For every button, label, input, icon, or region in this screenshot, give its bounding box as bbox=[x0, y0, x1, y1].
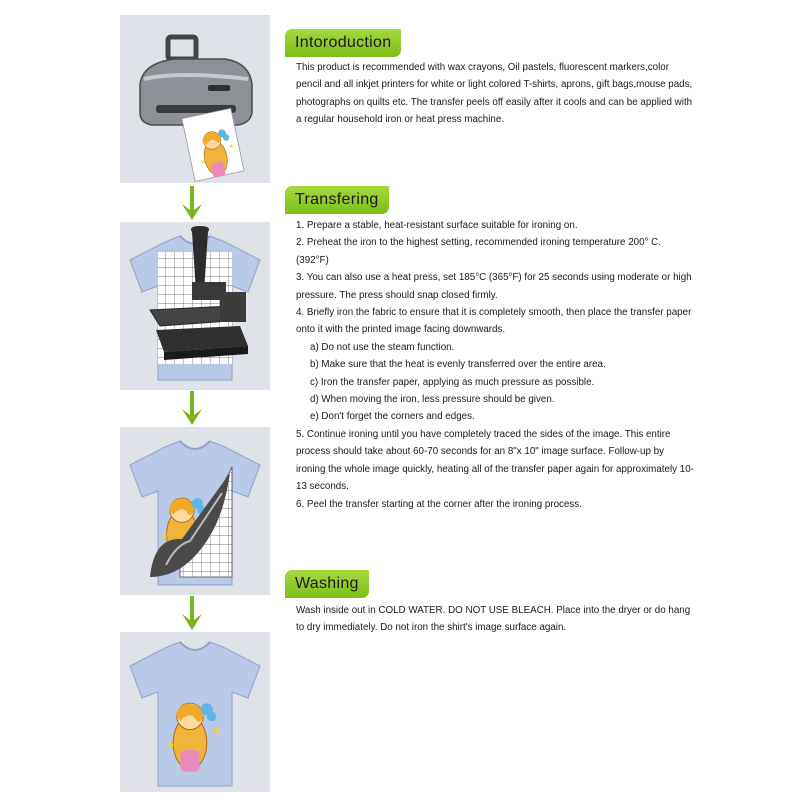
transfer-steps bbox=[296, 217, 696, 513]
finished-shirt-icon bbox=[120, 632, 270, 792]
transfer-step: 2. Preheat the iron to the highest setting, recommended ironing temperature 200° C. (392°F) bbox=[296, 237, 661, 266]
washing-heading: Washing bbox=[285, 570, 369, 598]
arrow-down-icon bbox=[180, 186, 204, 222]
transfer-heading: Transfering bbox=[285, 186, 389, 214]
intro-text: This product is recommended with wax crayons, Oil pastels, fluorescent markers,color pencil and all inkjet printers for white or light colored T-shirts, aprons, gift bags,mouse pads, photographs on quilts etc. The transfer peels off easily after it cools and can be applied with a regular household iron or heat press machine. bbox=[296, 62, 693, 125]
finished-shirt-panel bbox=[120, 632, 270, 792]
heat-press-icon bbox=[120, 222, 270, 390]
transfer-step: c) Iron the transfer paper, applying as much pressure as possible. bbox=[310, 376, 595, 388]
printer-panel bbox=[120, 15, 270, 183]
transfer-step: e) Don't forget the corners and edges. bbox=[310, 411, 475, 423]
transfer-step: a) Do not use the steam function. bbox=[310, 341, 455, 353]
peeling-panel bbox=[120, 427, 270, 595]
transfer-step: b) Make sure that the heat is evenly transferred over the entire area. bbox=[310, 359, 606, 371]
arrow-down-icon bbox=[180, 391, 204, 427]
arrow-down-icon bbox=[180, 596, 204, 632]
printer-icon bbox=[120, 15, 270, 183]
peeling-shirt-icon bbox=[120, 427, 270, 595]
transfer-step: 1. Prepare a stable, heat-resistant surface suitable for ironing on. bbox=[296, 220, 578, 231]
transfer-step: 5. Continue ironing until you have completely traced the sides of the image. This entire process should take about 60-70 seconds for an 8"x 10" image surface. Follow-up by ironing the whole image quickly, heating all of the transfer paper again for approximately 10-13 seconds. bbox=[296, 428, 694, 493]
transfer-step: 4. Briefly iron the fabric to ensure that it is completely smooth, then place the transfer paper onto it with the printed image facing downwards. bbox=[296, 307, 692, 336]
intro-heading: Intoroduction bbox=[285, 29, 401, 57]
washing-text: Wash inside out in COLD WATER. DO NOT USE BLEACH. Place into the dryer or do hang to dry immediately. Do not iron the shirt's image surface again. bbox=[296, 605, 691, 634]
transfer-step: 6. Peel the transfer starting at the corner after the ironing process. bbox=[296, 498, 582, 510]
transfer-step: d) When moving the iron, less pressure should be given. bbox=[310, 394, 555, 406]
heat-press-panel bbox=[120, 222, 270, 390]
transfer-step: 3. You can also use a heat press, set 185°C (365°F) for 25 seconds using moderate or high pressure. The press should snap closed firmly. bbox=[296, 272, 692, 301]
